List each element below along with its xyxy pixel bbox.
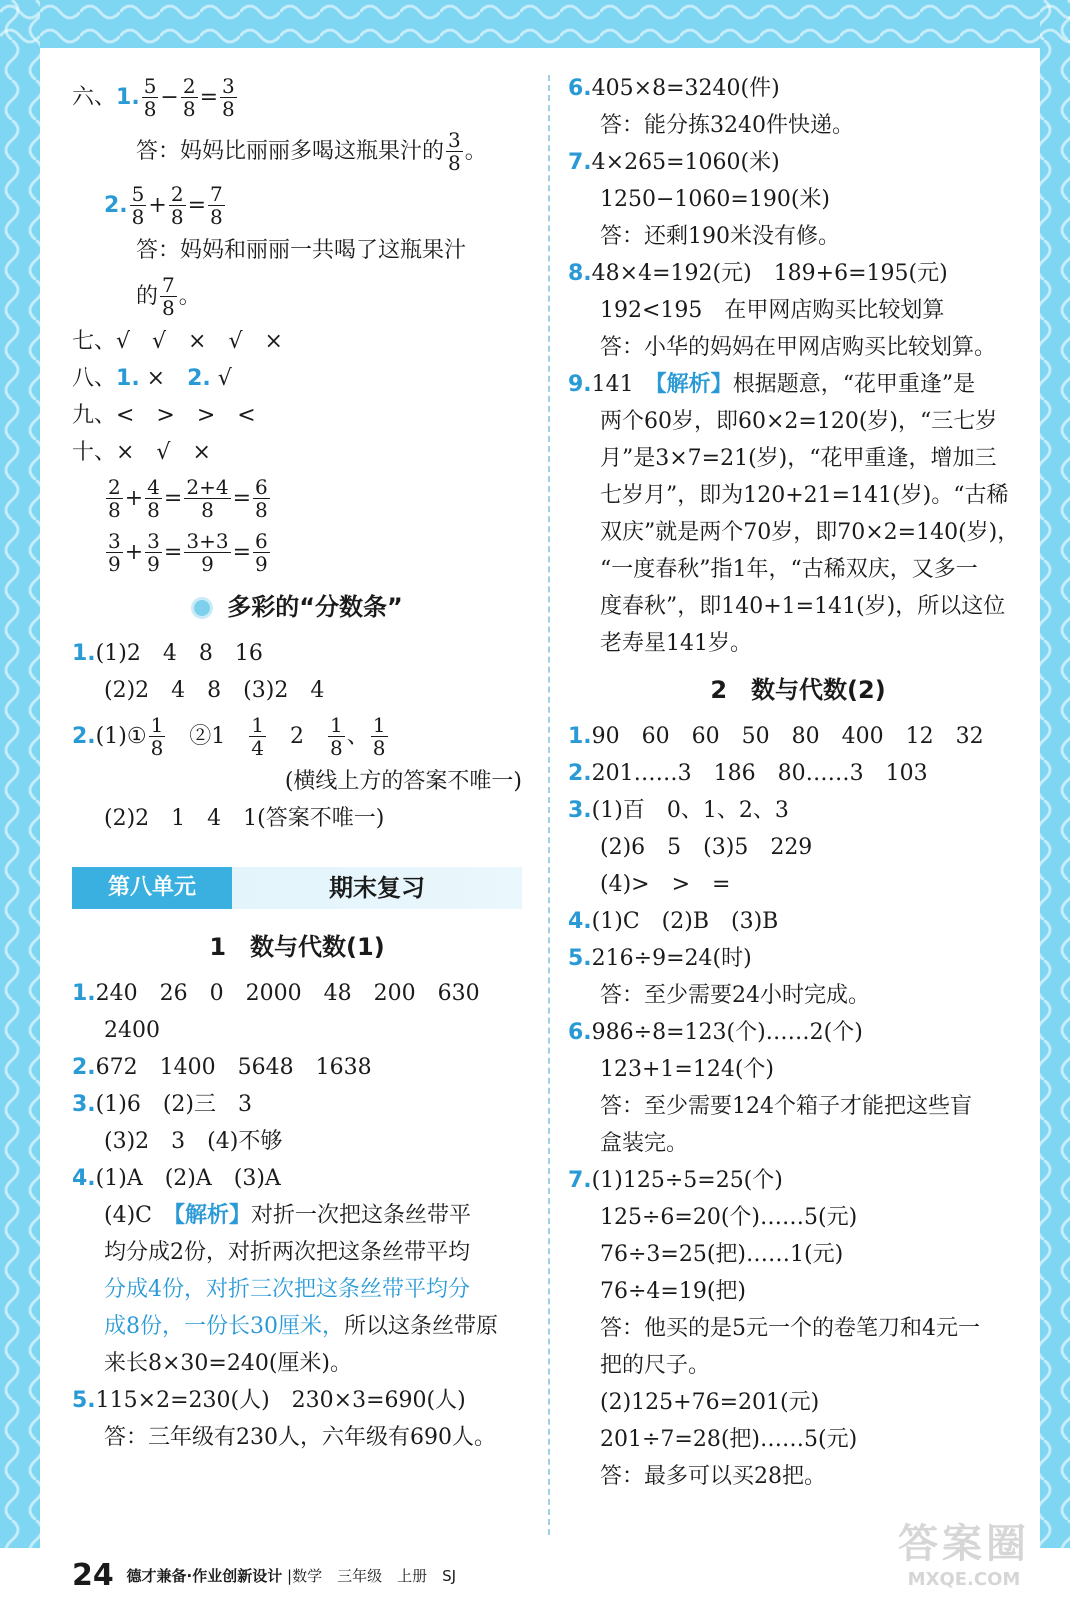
item-number: 1. (568, 724, 592, 749)
item-text: (2)6 5 (3)5 229 (600, 835, 813, 860)
item-text: 答：至少需要24小时完成。 (600, 983, 870, 1008)
list-item: 5.115×2=230(人) 230×3=690(人) (72, 1388, 466, 1413)
list-item (568, 255, 1028, 292)
list-item: 均分成2份，对折两次把这条丝带平均 (104, 1240, 470, 1265)
item-text: 90 60 60 50 80 400 12 32 (591, 724, 984, 749)
item-text: (1)6 (2)三 3 (95, 1092, 252, 1117)
list-item (568, 514, 1028, 551)
list-item (568, 625, 1028, 662)
answer-6-2: 2. 5 8 + $\frac{2}{8}$ = $\frac{7}{8}$ (104, 181, 223, 229)
answer-list (568, 403, 1028, 662)
list-item: 分成4份，对折三次把这条丝带平均分 (104, 1277, 470, 1302)
item-number: 3. (72, 1092, 96, 1117)
list-item (568, 1199, 1028, 1236)
item-text: 240 26 0 2000 48 200 630 (95, 981, 480, 1006)
item-text: (1)A (2)A (3)A (95, 1166, 281, 1191)
item-text: (4)> > = (600, 872, 731, 897)
item-text: 答：能分拣3240件快递。 (600, 113, 854, 138)
list-item (568, 551, 1028, 588)
answer-8: 八、1. × 2. √ (72, 366, 232, 391)
item-number: 2. (568, 761, 592, 786)
list-item: (2)2 4 8 (3)2 4 (104, 678, 325, 703)
list-item (568, 755, 1028, 792)
item-text: (1)百 0、1、2、3 (591, 798, 789, 823)
list-item (568, 1014, 1028, 1051)
list-item: 来长8×30=240(厘米)。 (104, 1351, 353, 1376)
item-text: 1250−1060=190(米) (600, 187, 831, 212)
page-number: 24 (72, 1558, 114, 1593)
item-text: (3)2 3 (4)不够 (104, 1129, 283, 1154)
item-number: 2. (72, 1055, 96, 1080)
unit-banner (72, 867, 522, 909)
fraction: 5 8 (143, 73, 157, 121)
list-item (568, 718, 1028, 755)
list-item (72, 975, 522, 1012)
answer-list (568, 70, 1028, 366)
list-item (568, 292, 1028, 329)
answer-line: 答：妈妈比丽丽多喝这瓶果汁的 3 8 。 (136, 127, 487, 175)
list-item (568, 866, 1028, 903)
list-item (568, 588, 1028, 625)
item-number: 3. (568, 798, 592, 823)
answer-7: 七、√ √ × √ × (72, 329, 283, 354)
item-text: 答：还剩190米没有修。 (600, 224, 840, 249)
right-column (568, 70, 1028, 1495)
item-number: 4. (72, 1166, 96, 1191)
answer-10: 十、× √ × (72, 440, 211, 465)
list-item (568, 1125, 1028, 1162)
item-number: 7. (568, 1168, 592, 1193)
fraction: $\frac{7}{8}$ (210, 181, 223, 229)
item-text: 月”是3×7=21(岁)，“花甲重逢，增加三 (600, 446, 997, 471)
answer-list (568, 718, 1028, 1495)
list-item (568, 1421, 1028, 1458)
list-item: 2. (1)① 1 8 ②1 1 4 2 1 8 、 1 8 (72, 712, 386, 760)
list-item (568, 1051, 1028, 1088)
item-number: 4. (568, 909, 592, 934)
item-number: 1. (116, 84, 140, 110)
item-number: 6. (568, 76, 592, 101)
list-item (568, 440, 1028, 477)
list-item: (4)C 【解析】对折一次把这条丝带平 (104, 1202, 472, 1228)
fraction: $\frac{3}{8}$ (222, 73, 235, 121)
equation-line: 2 8 + $\frac{4}{8}$ = $\frac{2+4}{8}$ = $\frac{6}{8}$ (108, 474, 268, 522)
item-text: 405×8=3240(件) (591, 76, 780, 101)
book-title: 德才兼备·作业创新设计 (126, 1567, 283, 1585)
item-text: 答：最多可以买28把。 (600, 1464, 826, 1489)
list-item (72, 1012, 522, 1049)
list-item (72, 1086, 522, 1123)
unit-title: 期末复习 (329, 874, 425, 902)
answer-list (72, 975, 522, 1197)
item-text: 48×4=192(元) 189+6=195(元) (591, 261, 948, 286)
answer-line: 答：妈妈和丽丽一共喝了这瓶果汁 (136, 238, 467, 263)
list-item (568, 1088, 1028, 1125)
unit-label: 第八单元 (72, 867, 232, 909)
list-item: (2)2 1 4 1(答案不唯一) (104, 806, 385, 831)
item-text: 201……3 186 80……3 103 (591, 761, 928, 786)
list-item (568, 144, 1028, 181)
list-item (568, 181, 1028, 218)
fraction: $\frac{2}{8}$ (182, 73, 196, 121)
list-item (72, 1049, 522, 1086)
section-title: 1 数与代数(1) (209, 933, 385, 961)
list-item (568, 829, 1028, 866)
list-item (568, 1458, 1028, 1495)
list-item (568, 1236, 1028, 1273)
item-text: 双庆”就是两个70岁，即70×2=140(岁)， (600, 520, 1020, 545)
fraction: $\frac{2}{8}$ (170, 181, 184, 229)
item-text: 986÷8=123(个)……2(个) (591, 1020, 863, 1045)
list-item (568, 1310, 1028, 1347)
item-text: 盒装完。 (600, 1131, 689, 1156)
section-label: 六、 (72, 84, 117, 110)
item-number: 7. (568, 150, 592, 175)
item-text: 答：至少需要124个箱子才能把这些盲 (600, 1094, 972, 1119)
list-item (72, 1160, 522, 1197)
list-item (568, 977, 1028, 1014)
item-text: 216÷9=24(时) (591, 946, 752, 971)
item-number: 1. (72, 981, 96, 1006)
list-item (568, 903, 1028, 940)
item-text: (2)125+76=201(元) (600, 1390, 820, 1415)
item-text: 2400 (104, 1018, 160, 1043)
item-text: 答：他买的是5元一个的卷笔刀和4元一 (600, 1316, 980, 1341)
left-column (72, 70, 522, 1456)
item-text: “一度春秋”指1年，“古稀双庆，又多一 (600, 557, 978, 582)
item-text: 七岁月”，即为120+21=141(岁)。“古稀 (600, 483, 1009, 508)
item-text: 201÷7=28(把)……5(元) (600, 1427, 858, 1452)
section-title: 2 数与代数(2) (710, 676, 886, 704)
list-item (568, 940, 1028, 977)
item-text: 76÷4=19(把) (600, 1279, 747, 1304)
column-divider (548, 75, 550, 1535)
item-number: 8. (568, 261, 592, 286)
list-item (568, 792, 1028, 829)
item-text: 4×265=1060(米) (591, 150, 780, 175)
fraction: 7 8 (162, 272, 175, 320)
fraction: 5 8 (131, 181, 145, 229)
item-text: 答：小华的妈妈在甲网店购买比较划算。 (600, 335, 997, 360)
footer (72, 1558, 456, 1593)
item-text: 192<195 在甲网店购买比较划算 (600, 298, 945, 323)
list-item (568, 329, 1028, 366)
answer-6-1: 六、 1. 5 8 − $\frac{2}{8}$ = $\frac{3}{8}$ (72, 73, 235, 121)
item-text: 76÷3=25(把)……1(元) (600, 1242, 844, 1267)
list-item (568, 70, 1028, 107)
list-item: 9.141 【解析】根据题意，“花甲重逢”是 (568, 371, 976, 397)
item-number: 6. (568, 1020, 592, 1045)
item-text: 672 1400 5648 1638 (95, 1055, 372, 1080)
section-title: 多彩的“分数条” (72, 579, 522, 635)
item-text: 125÷6=20(个)……5(元) (600, 1205, 858, 1230)
list-item (72, 1123, 522, 1160)
item-text: 度春秋”，即140+1=141(岁)，所以这位 (600, 594, 1006, 619)
item-number: 2. (104, 192, 128, 218)
bullet-icon (191, 597, 213, 619)
list-item: 1.(1)2 4 8 16 (72, 641, 263, 666)
item-text: 123+1=124(个) (600, 1057, 775, 1082)
list-item (568, 1384, 1028, 1421)
fraction: 3 8 (448, 127, 461, 175)
list-item (568, 1347, 1028, 1384)
item-number: 5. (568, 946, 592, 971)
equation-line: 3 9 + $\frac{3}{9}$ = $\frac{3+3}{9}$ = $\frac{6}{9}$ (108, 528, 268, 576)
list-item: 答：三年级有230人，六年级有690人。 (104, 1425, 496, 1450)
item-text: 把的尺子。 (600, 1353, 711, 1378)
item-text: (1)125÷5=25(个) (591, 1168, 783, 1193)
note: (横线上方的答案不唯一) (284, 769, 522, 794)
book-subject: |数学 三年级 上册 SJ (287, 1567, 457, 1585)
item-text: 两个60岁，即60×2=120(岁)，“三七岁 (600, 409, 998, 434)
answer-line: 的 7 8 。 (136, 272, 201, 320)
list-item (568, 403, 1028, 440)
list-item (568, 218, 1028, 255)
list-item (568, 1162, 1028, 1199)
item-text: 老寿星141岁。 (600, 631, 752, 656)
list-item (568, 1273, 1028, 1310)
list-item (568, 477, 1028, 514)
list-item: 成8份，一份长30厘米，所以这条丝带原 (104, 1314, 499, 1339)
watermark: 答案圈 MXQE.COM (898, 1521, 1030, 1590)
list-item (568, 107, 1028, 144)
answer-9: 九、< > > < (72, 403, 256, 428)
item-text: (1)C (2)B (3)B (591, 909, 779, 934)
